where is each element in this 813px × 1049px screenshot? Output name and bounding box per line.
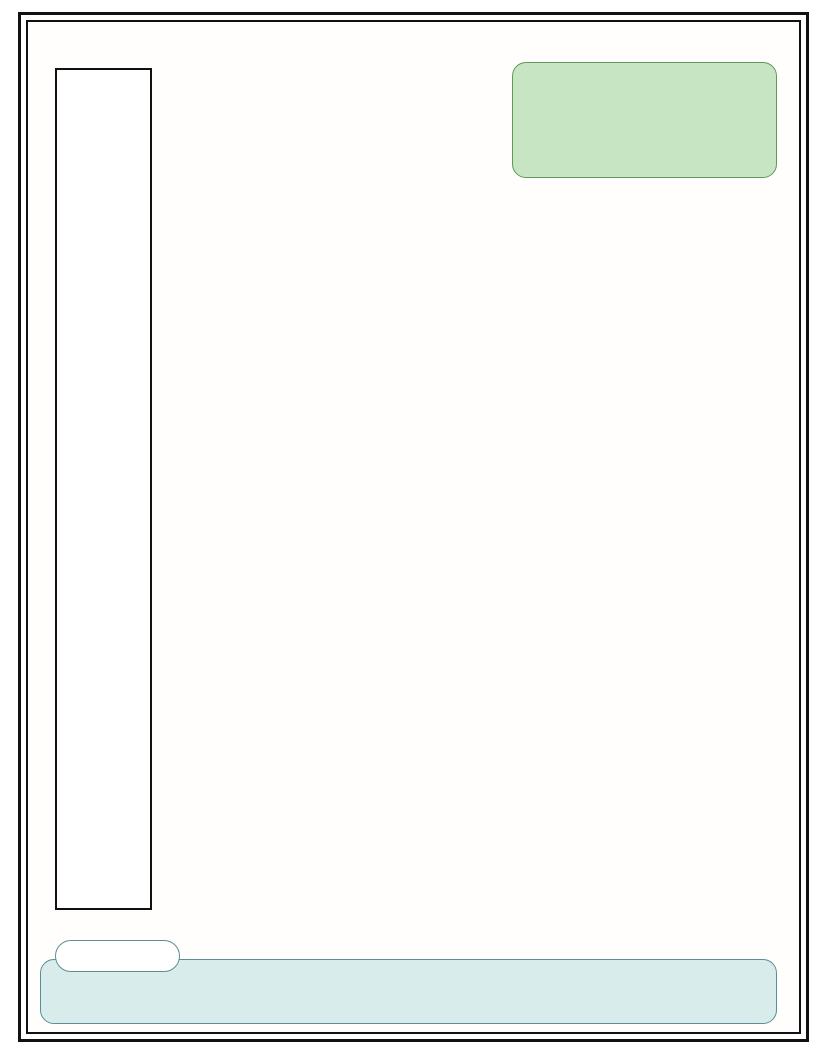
ruler <box>55 68 152 910</box>
challenge-label <box>55 940 180 972</box>
spiral-diagram <box>262 520 672 892</box>
ruler-scale <box>57 70 152 908</box>
things-you-need-box <box>512 62 777 178</box>
